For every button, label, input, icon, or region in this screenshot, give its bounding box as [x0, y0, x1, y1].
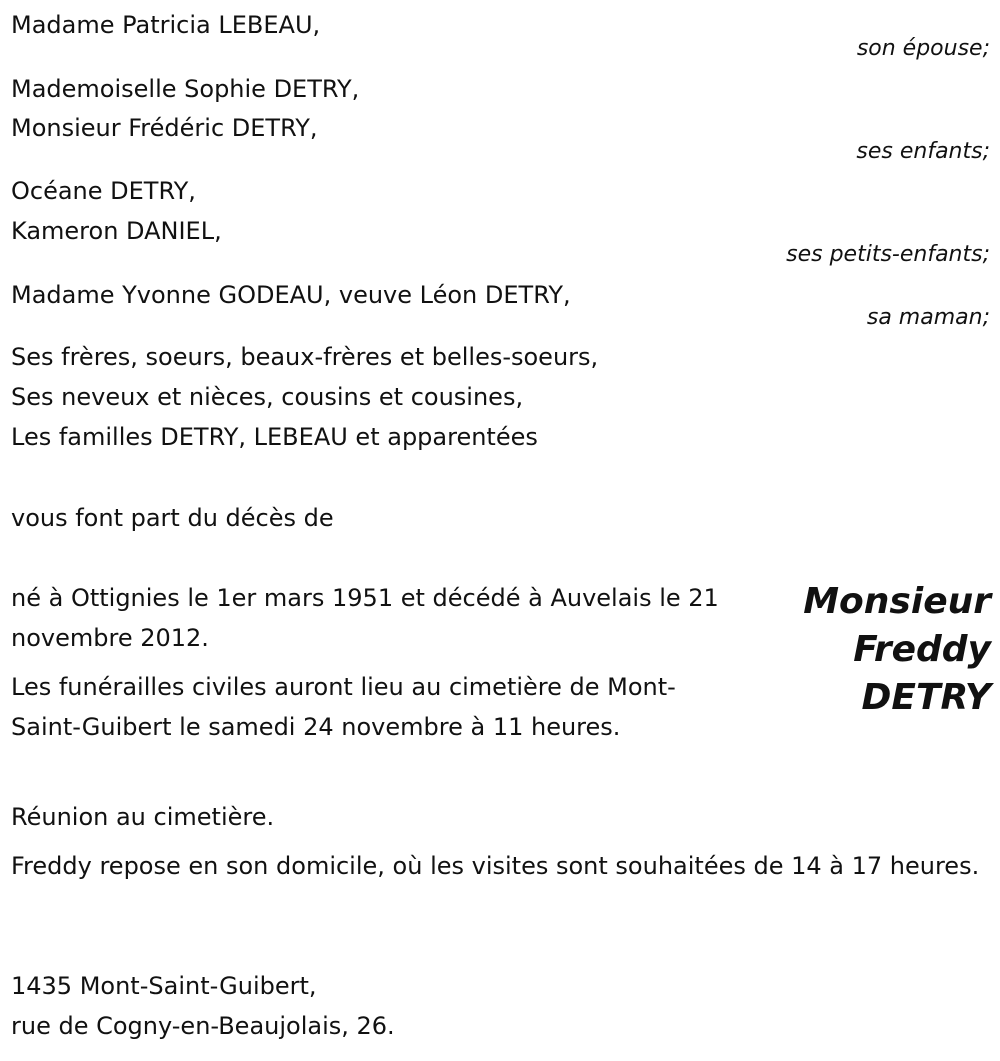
announcement: vous font part du décès de — [11, 504, 334, 532]
birth-death-text: né à Ottignies le 1er mars 1951 et décédé à Auvelais le 21 novembre 2012. — [11, 584, 719, 652]
grandchild-name: Kameron DANIEL, — [11, 217, 222, 245]
funeral-text: Les funérailles civiles auront lieu au cimetière de Mont-Saint-Guibert le samedi 24 novembre à 11 heures. — [11, 673, 676, 741]
spouse-relation: son épouse; — [856, 36, 990, 61]
meeting-text: Réunion au cimetière. — [11, 803, 275, 831]
deceased-first-name: Freddy — [853, 629, 991, 670]
relatives-line: Ses frères, soeurs, beaux-frères et belles-soeurs, — [11, 343, 599, 371]
address-city: 1435 Mont-Saint-Guibert, — [11, 972, 317, 1000]
mother-name: Madame Yvonne GODEAU, veuve Léon DETRY, — [11, 281, 571, 309]
deceased-name — [761, 578, 991, 722]
relatives-line: Les familles DETRY, LEBEAU et apparentées — [11, 423, 538, 451]
deceased-last-name: DETRY — [861, 677, 991, 718]
children-relation: ses enfants; — [856, 139, 990, 164]
grandchildren-relation: ses petits-enfants; — [786, 242, 990, 267]
child-name: Mademoiselle Sophie DETRY, — [11, 75, 360, 103]
deceased-title: Monsieur — [803, 581, 991, 622]
spouse-name: Madame Patricia LEBEAU, — [11, 11, 321, 39]
child-name: Monsieur Frédéric DETRY, — [11, 114, 318, 142]
address-street: rue de Cogny-en-Beaujolais, 26. — [11, 1012, 395, 1040]
visits-text: Freddy repose en son domicile, où les visites sont souhaitées de 14 à 17 heures. — [11, 852, 980, 880]
grandchild-name: Océane DETRY, — [11, 177, 196, 205]
relatives-line: Ses neveux et nièces, cousins et cousines, — [11, 383, 524, 411]
mother-relation: sa maman; — [866, 305, 990, 330]
